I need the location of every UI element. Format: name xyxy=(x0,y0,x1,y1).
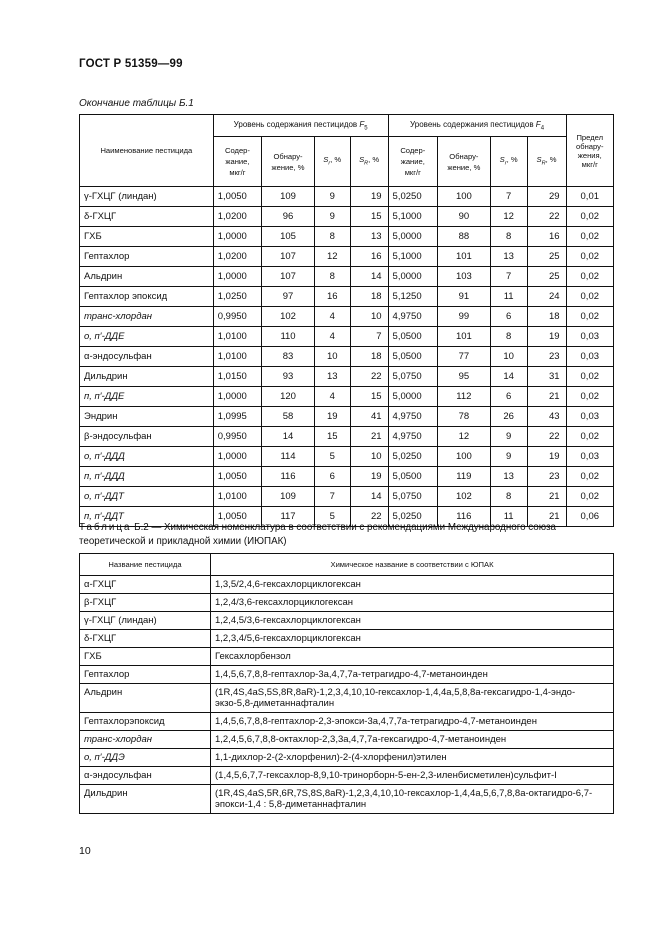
cell-limit: 0,02 xyxy=(566,487,613,507)
cell-sr-f4: 12 xyxy=(490,207,527,227)
cell-pesticide-name: Дильдрин xyxy=(80,785,211,814)
cell-found-f4: 12 xyxy=(438,427,491,447)
cell-found-f5: 107 xyxy=(262,247,315,267)
cell-pesticide-name: транс-хлордан xyxy=(80,307,214,327)
cell-found-f5: 107 xyxy=(262,267,315,287)
cell-content-f5: 0,9950 xyxy=(213,427,261,447)
cell-sR-f5: 10 xyxy=(350,307,388,327)
cell-sr-f5: 9 xyxy=(314,207,350,227)
cell-content-f5: 1,0250 xyxy=(213,287,261,307)
cell-iupac-name: 1,1-дихлор-2-(2-хлорфенил)-2-(4-хлорфенил)этилен xyxy=(211,749,614,767)
pesticide-levels-table xyxy=(79,114,614,527)
cell-found-f5: 83 xyxy=(262,347,315,367)
cell-sR-f5: 10 xyxy=(350,447,388,467)
table-row xyxy=(80,684,614,713)
cell-iupac-name: (1R,4S,4aS,5R,6R,7S,8S,8aR)-1,2,3,4,10,10-гексахлор-1,4,4а,5,6,7,8,8а-октагидро-6,7-эпокси-1,4 : 5,8-диметаннафталин xyxy=(211,785,614,814)
cell-found-f5: 58 xyxy=(262,407,315,427)
cell-found-f4: 101 xyxy=(438,247,491,267)
table-row xyxy=(80,387,614,407)
cell-found-f4: 103 xyxy=(438,267,491,287)
cell-sr-f5: 16 xyxy=(314,287,350,307)
cell-pesticide-name: о, п′-ДДТ xyxy=(80,487,214,507)
cell-sR-f5: 41 xyxy=(350,407,388,427)
table-row xyxy=(80,247,614,267)
cell-found-f5: 109 xyxy=(262,187,315,207)
col-iupac-name-header: Химическое название в соответствии с ЮПАК xyxy=(211,554,614,576)
cell-sr-f4: 8 xyxy=(490,227,527,247)
cell-limit: 0,02 xyxy=(566,207,613,227)
cell-pesticide-name: п, п′-ДДЕ xyxy=(80,387,214,407)
cell-pesticide-name: п, п′-ДДД xyxy=(80,467,214,487)
cell-limit: 0,02 xyxy=(566,367,613,387)
cell-content-f5: 1,0100 xyxy=(213,327,261,347)
cell-content-f5: 1,0050 xyxy=(213,507,261,527)
cell-content-f5: 1,0050 xyxy=(213,187,261,207)
cell-content-f4: 5,0500 xyxy=(388,467,438,487)
cell-sR-f5: 21 xyxy=(350,427,388,447)
table-row xyxy=(80,207,614,227)
cell-sr-f5: 10 xyxy=(314,347,350,367)
cell-content-f5: 1,0000 xyxy=(213,447,261,467)
cell-sR-f5: 16 xyxy=(350,247,388,267)
cell-found-f5: 14 xyxy=(262,427,315,447)
cell-sr-f5: 6 xyxy=(314,467,350,487)
cell-content-f5: 1,0000 xyxy=(213,267,261,287)
cell-sr-f5: 13 xyxy=(314,367,350,387)
cell-found-f5: 93 xyxy=(262,367,315,387)
cell-found-f4: 77 xyxy=(438,347,491,367)
table-row xyxy=(80,467,614,487)
cell-content-f4: 5,0750 xyxy=(388,367,438,387)
cell-sr-f4: 7 xyxy=(490,267,527,287)
cell-limit: 0,06 xyxy=(566,507,613,527)
cell-pesticide-name: о, п′-ДДЭ xyxy=(80,749,211,767)
cell-sR-f4: 24 xyxy=(527,287,566,307)
cell-found-f4: 100 xyxy=(438,187,491,207)
col-sR-f5-header: $S_R$, % xyxy=(350,137,388,187)
table-row xyxy=(80,576,614,594)
col-sr-f5-header: $S_r$, % xyxy=(314,137,350,187)
cell-limit: 0,02 xyxy=(566,467,613,487)
table-row xyxy=(80,731,614,749)
cell-sR-f4: 25 xyxy=(527,247,566,267)
cell-limit: 0,03 xyxy=(566,327,613,347)
cell-iupac-name: (1R,4S,4aS,5S,8R,8aR)-1,2,3,4,10,10-гексахлор-1,4,4а,5,8,8а-гексагидро-1,4-эндо-экзо-5,8-диметаннафталин xyxy=(211,684,614,713)
cell-sR-f4: 19 xyxy=(527,447,566,467)
table-row xyxy=(80,648,614,666)
cell-sR-f4: 22 xyxy=(527,427,566,447)
table-row xyxy=(80,327,614,347)
cell-sr-f4: 9 xyxy=(490,427,527,447)
cell-sr-f4: 13 xyxy=(490,247,527,267)
cell-pesticide-name: о, п′-ДДЕ xyxy=(80,327,214,347)
cell-pesticide-name: Гептахлор xyxy=(80,247,214,267)
cell-sr-f4: 26 xyxy=(490,407,527,427)
cell-sR-f4: 25 xyxy=(527,267,566,287)
cell-content-f5: 0,9950 xyxy=(213,307,261,327)
cell-found-f4: 78 xyxy=(438,407,491,427)
table-row xyxy=(80,713,614,731)
cell-limit: 0,02 xyxy=(566,427,613,447)
cell-content-f4: 5,0750 xyxy=(388,487,438,507)
cell-content-f4: 5,1000 xyxy=(388,207,438,227)
cell-sR-f5: 13 xyxy=(350,227,388,247)
cell-sR-f5: 22 xyxy=(350,367,388,387)
cell-sR-f5: 19 xyxy=(350,187,388,207)
cell-sr-f5: 15 xyxy=(314,427,350,447)
cell-found-f5: 117 xyxy=(262,507,315,527)
cell-content-f5: 1,0995 xyxy=(213,407,261,427)
cell-sr-f5: 4 xyxy=(314,387,350,407)
cell-content-f4: 5,0250 xyxy=(388,507,438,527)
table-row xyxy=(80,785,614,814)
group-f5-header: Уровень содержания пестицидов $F_5$ xyxy=(213,115,388,137)
cell-found-f5: 97 xyxy=(262,287,315,307)
cell-iupac-name: (1,4,5,6,7,7-гексахлор-8,9,10-тринорборн-5-ен-2,3-иленбисметилен)сульфит-I xyxy=(211,767,614,785)
col-content-f5-header: Содер- жание, мкг/г xyxy=(213,137,261,187)
cell-content-f4: 4,9750 xyxy=(388,307,438,327)
cell-pesticide-name: Гептахлор эпоксид xyxy=(80,287,214,307)
cell-pesticide-name: Альдрин xyxy=(80,267,214,287)
cell-pesticide-name: γ-ГХЦГ (линдан) xyxy=(80,612,211,630)
table-row xyxy=(80,367,614,387)
cell-pesticide-name: Альдрин xyxy=(80,684,211,713)
cell-found-f4: 95 xyxy=(438,367,491,387)
cell-content-f5: 1,0050 xyxy=(213,467,261,487)
cell-found-f4: 101 xyxy=(438,327,491,347)
cell-iupac-name: 1,2,4/3,6-гексахлорциклогексан xyxy=(211,594,614,612)
cell-content-f5: 1,0000 xyxy=(213,227,261,247)
cell-found-f4: 119 xyxy=(438,467,491,487)
cell-found-f5: 114 xyxy=(262,447,315,467)
col-pesticide-name-header: Название пестицида xyxy=(80,554,211,576)
cell-limit: 0,02 xyxy=(566,287,613,307)
cell-sR-f4: 23 xyxy=(527,467,566,487)
cell-sr-f4: 10 xyxy=(490,347,527,367)
cell-sr-f4: 14 xyxy=(490,367,527,387)
cell-sr-f5: 4 xyxy=(314,327,350,347)
cell-limit: 0,02 xyxy=(566,267,613,287)
cell-content-f4: 4,9750 xyxy=(388,407,438,427)
table-row xyxy=(80,612,614,630)
cell-found-f4: 116 xyxy=(438,507,491,527)
table-row xyxy=(80,347,614,367)
cell-found-f4: 100 xyxy=(438,447,491,467)
cell-sr-f5: 8 xyxy=(314,267,350,287)
col-found-f5-header: Обнару- жение, % xyxy=(262,137,315,187)
cell-pesticide-name: о, п′-ДДД xyxy=(80,447,214,467)
cell-pesticide-name: β-эндосульфан xyxy=(80,427,214,447)
cell-sr-f4: 13 xyxy=(490,467,527,487)
col-found-f4-header: Обнару- жение, % xyxy=(438,137,491,187)
cell-content-f5: 1,0150 xyxy=(213,367,261,387)
cell-content-f5: 1,0200 xyxy=(213,207,261,227)
cell-content-f5: 1,0100 xyxy=(213,487,261,507)
cell-sr-f5: 19 xyxy=(314,407,350,427)
cell-pesticide-name: α-эндосульфан xyxy=(80,347,214,367)
cell-pesticide-name: Эндрин xyxy=(80,407,214,427)
table2-caption-label: Таблица xyxy=(79,522,132,533)
cell-iupac-name: 1,2,4,5/3,6-гексахлорциклогексан xyxy=(211,612,614,630)
table-row xyxy=(80,767,614,785)
cell-sR-f4: 22 xyxy=(527,207,566,227)
table-row xyxy=(80,447,614,467)
cell-pesticide-name: γ-ГХЦГ (линдан) xyxy=(80,187,214,207)
cell-pesticide-name: α-эндосульфан xyxy=(80,767,211,785)
cell-limit: 0,02 xyxy=(566,247,613,267)
cell-content-f5: 1,0200 xyxy=(213,247,261,267)
cell-content-f4: 5,0000 xyxy=(388,387,438,407)
cell-sr-f4: 6 xyxy=(490,307,527,327)
group-f4-header: Уровень содержания пестицидов $F_4$ xyxy=(388,115,566,137)
cell-pesticide-name: ГХБ xyxy=(80,227,214,247)
cell-limit: 0,01 xyxy=(566,187,613,207)
cell-sr-f5: 7 xyxy=(314,487,350,507)
cell-iupac-name: Гексахлорбензол xyxy=(211,648,614,666)
table2-caption xyxy=(79,521,619,549)
col-name-header: Наименование пестицида xyxy=(80,115,214,187)
col-content-f4-header: Содер- жание, мкг/г xyxy=(388,137,438,187)
page-number: 10 xyxy=(79,845,91,857)
cell-limit: 0,03 xyxy=(566,347,613,367)
cell-sR-f5: 14 xyxy=(350,267,388,287)
cell-found-f5: 110 xyxy=(262,327,315,347)
cell-found-f5: 105 xyxy=(262,227,315,247)
cell-sr-f5: 9 xyxy=(314,187,350,207)
cell-sr-f5: 12 xyxy=(314,247,350,267)
cell-sR-f4: 19 xyxy=(527,327,566,347)
cell-found-f5: 116 xyxy=(262,467,315,487)
cell-found-f4: 88 xyxy=(438,227,491,247)
cell-sR-f4: 18 xyxy=(527,307,566,327)
cell-pesticide-name: ГХБ xyxy=(80,648,211,666)
cell-content-f4: 5,0500 xyxy=(388,327,438,347)
table-row xyxy=(80,227,614,247)
cell-sR-f5: 14 xyxy=(350,487,388,507)
cell-sR-f5: 18 xyxy=(350,287,388,307)
cell-content-f4: 5,0500 xyxy=(388,347,438,367)
cell-sr-f5: 5 xyxy=(314,507,350,527)
cell-sR-f5: 7 xyxy=(350,327,388,347)
table-row xyxy=(80,307,614,327)
cell-sr-f5: 4 xyxy=(314,307,350,327)
cell-sr-f5: 8 xyxy=(314,227,350,247)
table-row xyxy=(80,407,614,427)
cell-limit: 0,02 xyxy=(566,227,613,247)
cell-sR-f4: 31 xyxy=(527,367,566,387)
table-row xyxy=(80,487,614,507)
cell-content-f4: 4,9750 xyxy=(388,427,438,447)
cell-pesticide-name: α-ГХЦГ xyxy=(80,576,211,594)
col-limit-header: Предел обнару- жения, мкг/г xyxy=(566,115,613,187)
cell-sR-f4: 23 xyxy=(527,347,566,367)
cell-iupac-name: 1,2,3,4/5,6-гексахлорциклогексан xyxy=(211,630,614,648)
table2-caption-text: Б.2 — Химическая номенклатура в соответствии с рекомендациями Международного союза теоретической и прикладной химии (ИЮПАК) xyxy=(79,522,557,547)
cell-iupac-name: 1,4,5,6,7,8,8-гептахлор-2,3-эпокси-3а,4,7,7а-тетрагидро-4,7-метаноинден xyxy=(211,713,614,731)
cell-pesticide-name: β-ГХЦГ xyxy=(80,594,211,612)
cell-found-f5: 120 xyxy=(262,387,315,407)
cell-sr-f5: 5 xyxy=(314,447,350,467)
col-sR-f4-header: $S_R$, % xyxy=(527,137,566,187)
iupac-nomenclature-table xyxy=(79,553,614,814)
table-row xyxy=(80,749,614,767)
cell-sR-f4: 29 xyxy=(527,187,566,207)
cell-found-f5: 102 xyxy=(262,307,315,327)
cell-found-f4: 99 xyxy=(438,307,491,327)
cell-sr-f4: 9 xyxy=(490,447,527,467)
col-sr-f4-header: $S_r$, % xyxy=(490,137,527,187)
cell-found-f5: 96 xyxy=(262,207,315,227)
table-row xyxy=(80,594,614,612)
cell-sr-f4: 6 xyxy=(490,387,527,407)
table1-caption: Окончание таблицы Б.1 xyxy=(79,98,194,109)
table-row xyxy=(80,267,614,287)
cell-pesticide-name: транс-хлордан xyxy=(80,731,211,749)
cell-found-f4: 102 xyxy=(438,487,491,507)
cell-sr-f4: 8 xyxy=(490,487,527,507)
cell-pesticide-name: Гептахлорэпоксид xyxy=(80,713,211,731)
table-row xyxy=(80,666,614,684)
cell-found-f4: 90 xyxy=(438,207,491,227)
cell-limit: 0,03 xyxy=(566,407,613,427)
cell-content-f4: 5,1250 xyxy=(388,287,438,307)
cell-sR-f5: 15 xyxy=(350,387,388,407)
cell-content-f4: 5,0250 xyxy=(388,447,438,467)
cell-content-f5: 1,0100 xyxy=(213,347,261,367)
cell-sR-f4: 16 xyxy=(527,227,566,247)
cell-pesticide-name: Гептахлор xyxy=(80,666,211,684)
cell-sR-f4: 43 xyxy=(527,407,566,427)
cell-content-f4: 5,0000 xyxy=(388,267,438,287)
cell-found-f5: 109 xyxy=(262,487,315,507)
cell-sr-f4: 11 xyxy=(490,507,527,527)
cell-pesticide-name: δ-ГХЦГ xyxy=(80,630,211,648)
cell-found-f4: 91 xyxy=(438,287,491,307)
cell-sR-f5: 19 xyxy=(350,467,388,487)
cell-content-f4: 5,0000 xyxy=(388,227,438,247)
cell-sR-f5: 15 xyxy=(350,207,388,227)
cell-sR-f4: 21 xyxy=(527,387,566,407)
cell-sr-f4: 8 xyxy=(490,327,527,347)
table-row xyxy=(80,187,614,207)
table-row xyxy=(80,427,614,447)
document-header: ГОСТ Р 51359—99 xyxy=(79,58,183,70)
cell-limit: 0,03 xyxy=(566,447,613,467)
cell-pesticide-name: п, п′-ДДТ xyxy=(80,507,214,527)
cell-iupac-name: 1,2,4,5,6,7,8,8-октахлор-2,3,3а,4,7,7а-гексагидро-4,7-метаноинден xyxy=(211,731,614,749)
cell-sR-f5: 18 xyxy=(350,347,388,367)
cell-content-f4: 5,0250 xyxy=(388,187,438,207)
cell-limit: 0,02 xyxy=(566,387,613,407)
cell-found-f4: 112 xyxy=(438,387,491,407)
cell-pesticide-name: δ-ГХЦГ xyxy=(80,207,214,227)
cell-sR-f4: 21 xyxy=(527,507,566,527)
cell-content-f4: 5,1000 xyxy=(388,247,438,267)
cell-sR-f4: 21 xyxy=(527,487,566,507)
table-row xyxy=(80,287,614,307)
cell-pesticide-name: Дильдрин xyxy=(80,367,214,387)
cell-iupac-name: 1,4,5,6,7,8,8-гептахлор-3а,4,7,7а-тетрагидро-4,7-метаноинден xyxy=(211,666,614,684)
cell-sr-f4: 7 xyxy=(490,187,527,207)
cell-iupac-name: 1,3,5/2,4,6-гексахлорциклогексан xyxy=(211,576,614,594)
table-row xyxy=(80,630,614,648)
cell-sr-f4: 11 xyxy=(490,287,527,307)
cell-content-f5: 1,0000 xyxy=(213,387,261,407)
cell-limit: 0,02 xyxy=(566,307,613,327)
cell-sR-f5: 22 xyxy=(350,507,388,527)
